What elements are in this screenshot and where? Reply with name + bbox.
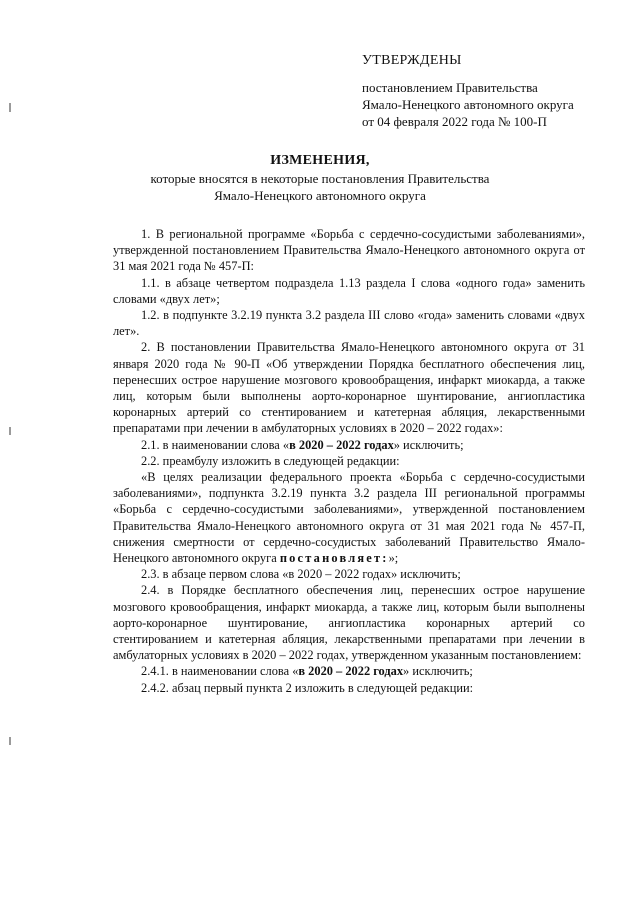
approval-line: постановлением Правительства [362, 80, 538, 95]
document-subtitle-line: которые вносятся в некоторые постановления Правительства [150, 171, 490, 186]
paragraph-2-2: 2.2. преамбулу изложить в следующей редакции: [141, 453, 400, 468]
paragraph-2-4-1 [113, 663, 585, 679]
document-title-block [110, 152, 530, 204]
scan-margin-mark [9, 737, 11, 745]
paragraph-2-4: 2.4. в Порядке бесплатного обеспечения лиц, перенесших острое нарушение мозгового кровообращения, инфаркт миокарда, а также лиц, которым были выполнены аорто-коронарное шунтирование, ангиопластика коронарных артерий со стентированием и катетерная абляция, лекарственными препаратами при лечении в амбулаторных условиях в 2020 – 2022 годах, утвержденном указанным постановлением: [113, 583, 585, 663]
quote-end: »; [388, 551, 399, 566]
approval-heading: УТВЕРЖДЕНЫ [362, 53, 462, 68]
paragraph-2-4-1-text: 2.4.1. в наименовании слова « [141, 664, 299, 679]
paragraph-2-4-1-bold-text: в 2020 – 2022 годах [298, 664, 404, 679]
quote-text: «В целях реализации федерального проекта «Борьба с сердечно-сосудистыми заболеваниями», подпункта 3.2.19 пункта 3.2 раздела III региональной программы «Борьба с сердечно-сосудистыми заболеваниями», утвержденной постановлением Правительства Ямало-Ненецкого автономного округа от 31 мая 2021 года № 457-П, снижения смертности от сердечно-сосудистых заболеваний Правительство Ямало-Ненецкого автономного округа [113, 470, 585, 566]
paragraph-1: 1. В региональной программе «Борьба с сердечно-сосудистыми заболеваниями», утвержденной постановлением Правительства Ямало-Ненецкого автономного округа от 31 мая 2021 года № 457-П: [113, 227, 585, 274]
paragraph-2-2-quote [113, 469, 585, 566]
paragraph-2-1-bold-text: в 2020 – 2022 годах [289, 437, 394, 452]
paragraph-2-1-text: 2.1. в наименовании слова « [141, 437, 290, 452]
paragraph-2: 2. В постановлении Правительства Ямало-Ненецкого автономного округа от 31 января 2020 года № 90-П «Об утверждении Порядка бесплатного обеспечения лиц, перенесших острое нарушение мозгового кровообращения, инфаркт миокарда, а также лиц, которым были выполнены аорто-коронарное шунтирование, ангиопластика коронарных артерий со стентированием и катетерная абляция, лекарственными препаратами при лечении в амбулаторных условиях в 2020 – 2022 годах»: [113, 340, 585, 436]
paragraph-2-4-2: 2.4.2. абзац первый пункта 2 изложить в следующей редакции: [141, 680, 474, 695]
paragraph-2-1-text-end: » исключить; [393, 437, 464, 452]
quote-spaced-word: постановляет: [279, 551, 389, 566]
approval-line: Ямало-Ненецкого автономного округа [362, 97, 574, 112]
document-subtitle-line: Ямало-Ненецкого автономного округа [214, 188, 426, 203]
paragraph-2-3: 2.3. в абзаце первом слова «в 2020 – 2022 годах» исключить; [141, 567, 461, 582]
scan-margin-mark [9, 427, 11, 435]
approval-block [362, 52, 622, 130]
approval-line: от 04 февраля 2022 года № 100-П [362, 114, 547, 129]
scan-margin-mark [9, 103, 11, 112]
paragraph-2-4-1-text-end: » исключить; [403, 664, 473, 679]
document-title: ИЗМЕНЕНИЯ, [270, 153, 370, 168]
document-body [113, 226, 585, 696]
paragraph-1-2: 1.2. в подпункте 3.2.19 пункта 3.2 раздела III слово «года» заменить словами «двух лет». [113, 308, 585, 339]
paragraph-1-1: 1.1. в абзаце четвертом подраздела 1.13 раздела I слова «одного года» заменить словами «двух лет»; [113, 275, 585, 306]
paragraph-2-1 [113, 437, 585, 453]
